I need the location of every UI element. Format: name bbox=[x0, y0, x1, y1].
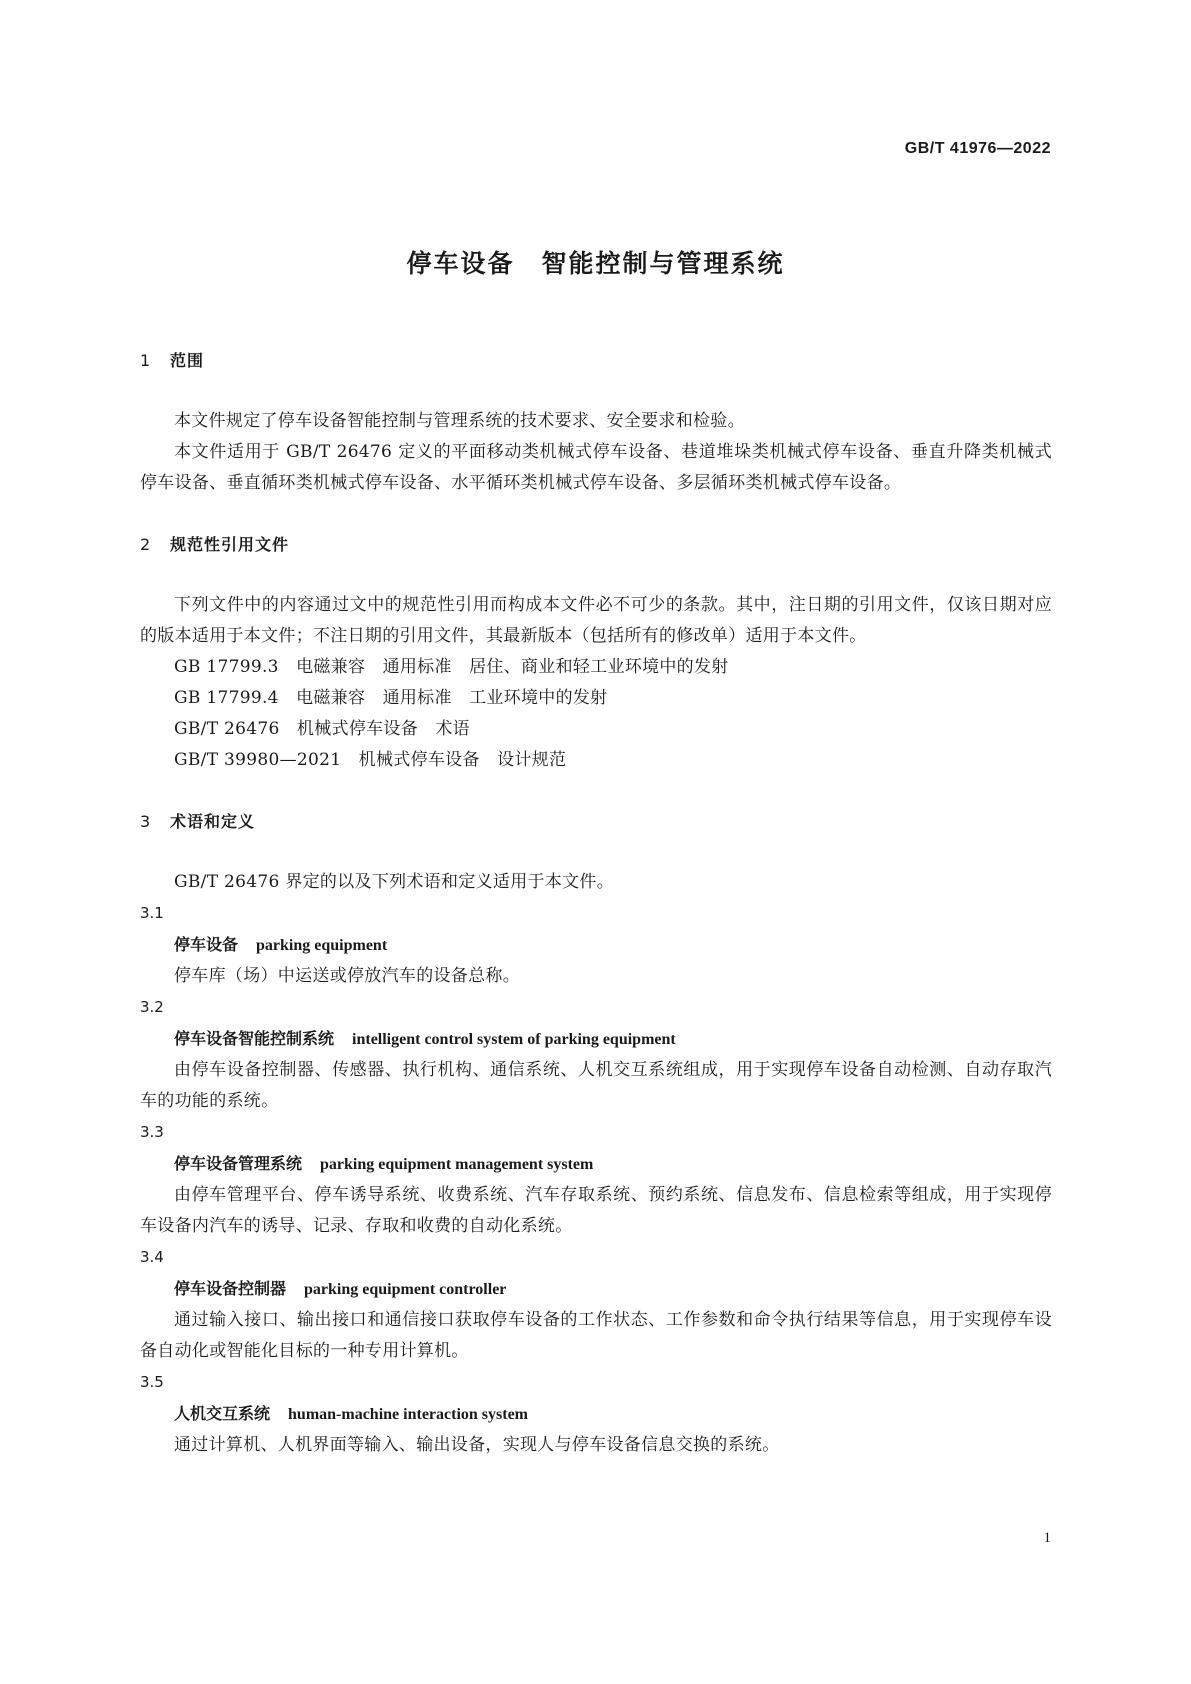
term-cn: 人机交互系统 bbox=[174, 1404, 271, 1423]
term-cn: 停车设备 bbox=[174, 935, 239, 954]
term-en: parking equipment controller bbox=[304, 1281, 507, 1298]
term-number: 3.4 bbox=[140, 1248, 164, 1266]
term-name bbox=[140, 1398, 1052, 1430]
term-en: parking equipment bbox=[256, 937, 388, 954]
section-title: 范围 bbox=[170, 351, 205, 370]
paragraph: 本文件规定了停车设备智能控制与管理系统的技术要求、安全要求和检验。 bbox=[174, 411, 745, 431]
reference-item: GB/T 39980—2021 机械式停车设备 设计规范 bbox=[174, 750, 567, 770]
reference-item: GB/T 26476 机械式停车设备 术语 bbox=[174, 719, 470, 739]
page-number: 1 bbox=[1043, 1530, 1051, 1546]
term-definition: 通过输入接口、输出接口和通信接口获取停车设备的工作状态、工作参数和命令执行结果等信息，用于实现停车设备自动化或智能化目标的一种专用计算机。 bbox=[140, 1310, 1052, 1361]
term-definition: 由停车管理平台、停车诱导系统、收费系统、汽车存取系统、预约系统、信息发布、信息检索等组成，用于实现停车设备内汽车的诱导、记录、存取和收费的自动化系统。 bbox=[140, 1185, 1052, 1236]
paragraph: GB/T 26476 界定的以及下列术语和定义适用于本文件。 bbox=[174, 872, 615, 892]
term-name bbox=[140, 1148, 1052, 1180]
paragraph: 本文件适用于 GB/T 26476 定义的平面移动类机械式停车设备、巷道堆垛类机械式停车设备、垂直升降类机械式停车设备、垂直循环类机械式停车设备、水平循环类机械式停车设备、多层循环类机械式停车设备。 bbox=[140, 442, 1052, 493]
term-name bbox=[140, 1273, 1052, 1305]
term-number: 3.5 bbox=[140, 1373, 164, 1391]
term-definition: 停车库（场）中运送或停放汽车的设备总称。 bbox=[174, 966, 520, 986]
document-code: GB/T 41976—2022 bbox=[904, 140, 1051, 157]
document-body bbox=[140, 345, 1052, 1461]
term-name bbox=[140, 1023, 1052, 1055]
term-number: 3.1 bbox=[140, 904, 164, 922]
term-name bbox=[140, 929, 1052, 961]
section-heading bbox=[140, 345, 1052, 376]
section-title: 术语和定义 bbox=[170, 812, 256, 831]
term-cn: 停车设备管理系统 bbox=[174, 1154, 303, 1173]
reference-item: GB 17799.4 电磁兼容 通用标准 工业环境中的发射 bbox=[174, 688, 608, 708]
section-number: 1 bbox=[140, 351, 152, 370]
term-en: human-machine interaction system bbox=[288, 1406, 528, 1423]
term-definition: 由停车设备控制器、传感器、执行机构、通信系统、人机交互系统组成，用于实现停车设备自动检测、自动存取汽车的功能的系统。 bbox=[140, 1060, 1052, 1111]
section-title: 规范性引用文件 bbox=[170, 535, 290, 554]
term-definition: 通过计算机、人机界面等输入、输出设备，实现人与停车设备信息交换的系统。 bbox=[174, 1435, 780, 1455]
term-cn: 停车设备控制器 bbox=[174, 1279, 287, 1298]
section-heading bbox=[140, 529, 1052, 560]
section-number: 2 bbox=[140, 535, 152, 554]
term-number: 3.3 bbox=[140, 1123, 164, 1141]
paragraph: 下列文件中的内容通过文中的规范性引用而构成本文件必不可少的条款。其中，注日期的引用文件，仅该日期对应的版本适用于本文件；不注日期的引用文件，其最新版本（包括所有的修改单）适用于本文件。 bbox=[140, 595, 1052, 646]
term-number: 3.2 bbox=[140, 998, 164, 1016]
term-en: intelligent control system of parking equipment bbox=[352, 1031, 676, 1048]
term-en: parking equipment management system bbox=[320, 1156, 594, 1173]
section-heading bbox=[140, 806, 1052, 837]
section-number: 3 bbox=[140, 812, 152, 831]
term-cn: 停车设备智能控制系统 bbox=[174, 1029, 335, 1048]
document-title: 停车设备 智能控制与管理系统 bbox=[406, 249, 785, 278]
reference-item: GB 17799.3 电磁兼容 通用标准 居住、商业和轻工业环境中的发射 bbox=[174, 657, 729, 677]
